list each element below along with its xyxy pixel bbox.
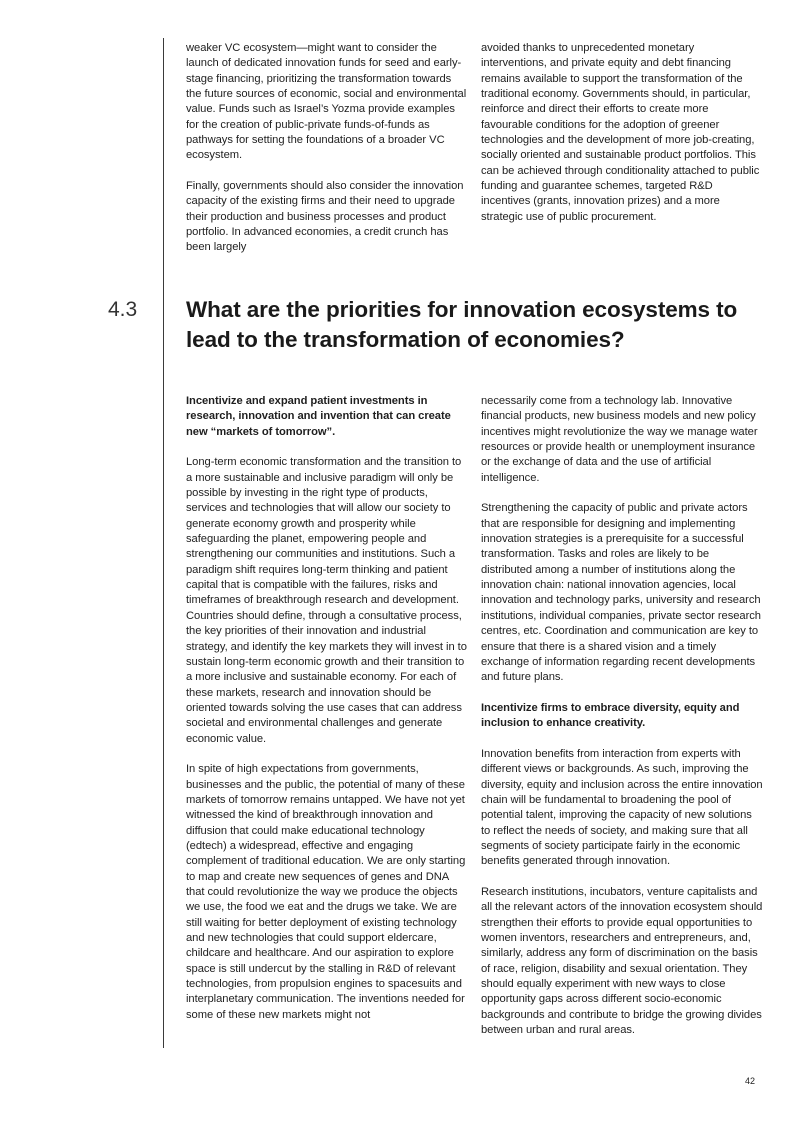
paragraph: avoided thanks to unprecedented monetary interventions, and private equity and debt financing remains available to support the transformation of the traditional economy. Governments should, in particular, reinforce and direct their efforts to create more favourable conditions for the adoption of greener technologies and the development of more job-creating, socially oriented and sustainable product portfolios. This can be achieved through conditionality attached to public funding and guarantee schemes, targeted R&D incentives (grants, innovation prizes) and a more strategic use of public procurement. (481, 42, 760, 223)
section-title: What are the priorities for innovation ecosystems to lead to the transformation of economies? (186, 297, 738, 352)
paragraph: In spite of high expectations from governments, businesses and the public, the potential of many of these markets of tomorrow remains untapped. We have not yet witnessed the kind of breakthrough innovation and diffusion that could make educational technology (edtech) a widespread, effective and engaging complement of traditional education. We are only starting to map and create new sequences of genes and DNA that could revolutionize the way we produce the objects we use, the food we eat and the drugs we take. We are still waiting for better deployment of existing technology and new technologies that could support eldercare, childcare and healthcare. And our aspiration to explore space is still undercut by the stalling in R&D of relevant technologies, from propulsion engines to spacesuits and interplanetary communication. The inventions needed for some of these new markets might not (186, 763, 466, 1021)
subheading: Incentivize and expand patient investments in research, innovation and invention that can create new “markets of tomorrow”. (186, 395, 451, 438)
page-number: 42 (744, 1076, 755, 1086)
body-left-column (186, 394, 468, 1023)
paragraph: necessarily come from a technology lab. Innovative financial products, new business models and new policy incentives might revolutionize the way we manage water resources or provide health or unemployment insurance or the exchange of data and the use of artificial intelligence. (481, 395, 758, 484)
subheading: Incentivize firms to embrace diversity, equity and inclusion to enhance creativity. (481, 701, 740, 730)
top-left-column (186, 41, 468, 256)
body-right-column (481, 394, 763, 1038)
paragraph: Innovation benefits from interaction from experts with different views or backgrounds. As such, improving the diversity, equity and inclusion across the entire innovation chain will be fundamental to broadening the pool of potential talent, improving the capacity of new solutions to reflect the needs of society, and making sure that all segments of society participate fairly in the economic benefits generated through innovation. (481, 747, 763, 868)
margin-rule (163, 38, 164, 1048)
paragraph: Research institutions, incubators, venture capitalists and all the relevant actors of the innovation ecosystem should strengthen their efforts to provide equal opportunities to women inventors, researchers and entrepreneurs, and, similarly, address any form of discrimination on the basis of race, religion, disability and sexual orientation. They should equally experiment with new ways to close opportunity gaps across different socio-economic backgrounds and contribute to bridge the growing divides between urban and rural areas. (481, 886, 763, 1037)
paragraph: weaker VC ecosystem—might want to consider the launch of dedicated innovation funds for seed and early-stage financing, prioritizing the transformation towards the future sources of economic, social and environmental value. Funds such as Israel’s Yozma provide examples for the creation of public-private funds-of-funds as pathways for setting the foundations of a broader VC ecosystem. (186, 42, 467, 162)
section-number: 4.3 (108, 298, 138, 321)
paragraph: Finally, governments should also consider the innovation capacity of the existing firms and their need to upgrade their production and business processes and product portfolio. In advanced economies, a credit crunch has been largely (186, 180, 464, 254)
top-right-column (481, 41, 763, 225)
paragraph: Strengthening the capacity of public and private actors that are responsible for designing and implementing innovation strategies is a prerequisite for a successful transformation. Tasks and roles are likely to be distributed among a number of institutions along the innovation chain: national innovation agencies, local innovation and technology parks, university and research institutions, individual companies, private sector research centres, etc. Coordination and communication are key to ensure that there is a shared vision and a timely exchange of information regarding recent developments and future plans. (481, 502, 761, 684)
paragraph: Long-term economic transformation and the transition to a more sustainable and inclusive paradigm will only be possible by investing in the right type of products, services and technologies that will allow our society to generate economy growth and prosperity while safeguarding the planet, empowering people and strengthening our communities and institutions. Such a paradigm shift requires long-term thinking and patient capital that is compatible with the failures, risks and timeframes of breakthrough research and development. Countries should define, through a consultative process, the key priorities of their innovation and industrial strategy, and identify the key markets they will invest in to sustain long-term economic growth and their transition to a more inclusive and sustainable economy. For each of these markets, research and innovation should be oriented towards solving the use cases that can address societal and environmental challenges and generate economic value. (186, 456, 467, 745)
